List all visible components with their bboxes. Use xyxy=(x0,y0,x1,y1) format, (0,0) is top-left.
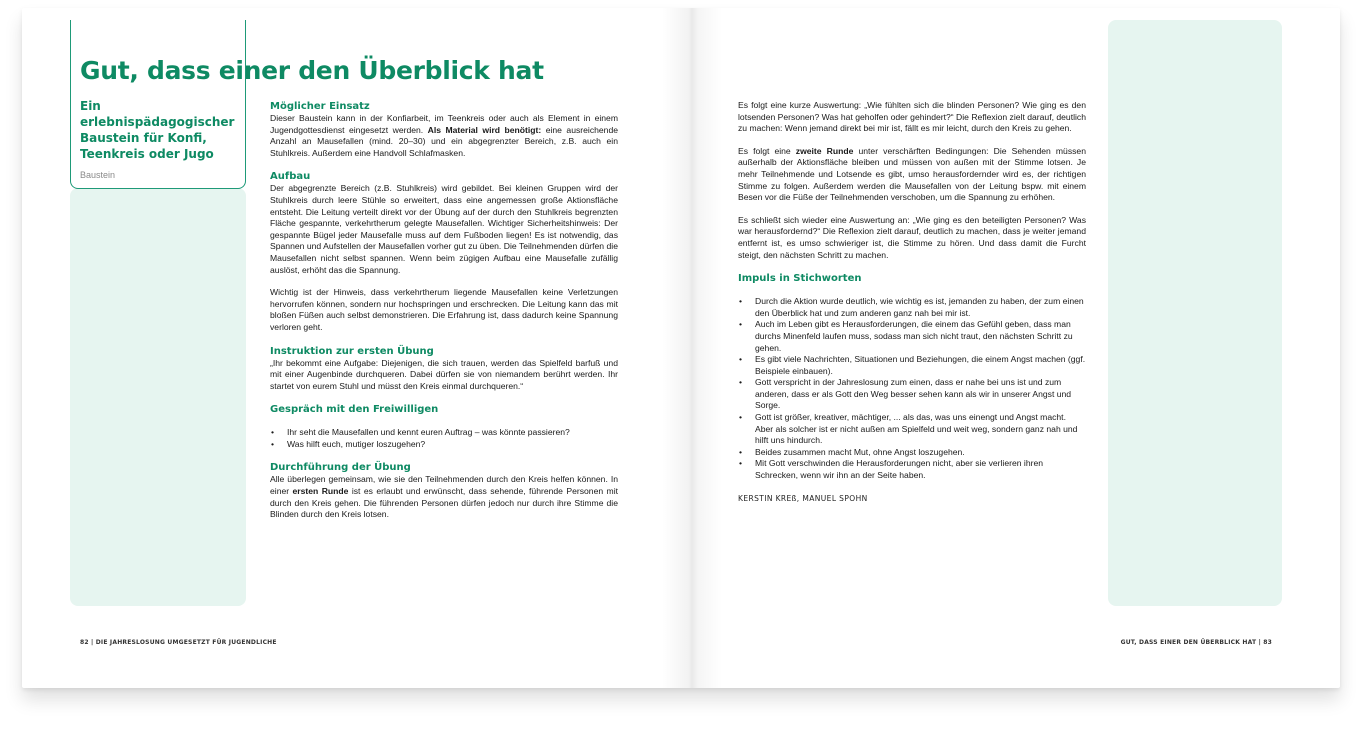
list-item: • Beides zusammen macht Mut, ohne Angst loszugehen. xyxy=(738,447,1086,459)
left-text-column xyxy=(270,100,618,521)
heading-aufbau: Aufbau xyxy=(270,171,311,183)
aufbau-paragraph-1: Der abgegrenzte Bereich (z.B. Stuhlkreis) wird gebildet. Bei kleinen Gruppen wird der Stuhlkreis durch leere Stühle so erweitert, dass eine angemessen große Aktionsfläche entsteht. Die Leitung verteilt direkt vor der Übung auf der durch den Stuhlkreis begrenzten Fläche gespannte, verkehrtherum gelegte Mausefallen. Wichtiger Sicherheitshinweis: Der gespannte Bügel jeder Mausefalle muss auf dem Fußboden liegen! Es ist notwendig, das Spannen und Aufstellen der Mausefallen vorher gut zu üben. Die Teilnehmenden dürfen die Mausefallen nicht selbst spannen. Wenn beim zügigen Aufbau eine Mausefalle zufällig auslöst, erhöht das die Spannung. xyxy=(270,183,618,275)
right-mint-panel xyxy=(1108,20,1282,606)
authors: KERSTIN KREß, MANUEL SPOHN xyxy=(738,493,868,503)
article-subtitle: Ein erlebnispädagogischer Baustein für Konfi, Teenkreis oder Jugo xyxy=(80,99,235,161)
list-item: • Mit Gott verschwinden die Herausforderungen nicht, aber sie verlieren ihren Schrecken, wenn wir ihn an der Seite haben. xyxy=(738,458,1086,481)
list-item: • Es gibt viele Nachrichten, Situationen und Beziehungen, die einem Angst machen (ggf. Beispiele einbauen). xyxy=(738,354,1086,377)
gespraech-list xyxy=(270,427,618,450)
zweite-runde-paragraph: Es folgt eine zweite Runde unter verschärften Bedingungen: Die Sehenden müssen außerhalb der Aktionsfläche bleiben und müssen von außen mit der Stimme lotsen. Je mehr Teilnehmende und Lotsende es gibt, umso herausfordernder wird es, der richtigen Stimme zu folgen. Außerdem werden die Mausefallen von der Leitung bspw. mit einem Besen vor die Füße der Teilnehmenden verschoben, um die Spannung zu erhöhen. xyxy=(738,145,1086,203)
heading-impulse: Impuls in Stichworten xyxy=(738,273,862,285)
heading-instruktion: Instruktion zur ersten Übung xyxy=(270,345,434,357)
list-item: • Was hilft euch, mutiger loszugehen? xyxy=(270,439,618,451)
right-text-column xyxy=(738,100,1086,504)
footer-right: GUT, DASS EINER DEN ÜBERBLICK HAT | 83 xyxy=(1120,639,1272,646)
heading-gespraech: Gespräch mit den Freiwilligen xyxy=(270,404,439,416)
article-title: Gut, dass einer den Überblick hat xyxy=(80,56,544,85)
list-item: • Ihr seht die Mausefallen und kennt euren Auftrag – was könnte passieren? xyxy=(270,427,618,439)
list-item: • Gott ist größer, kreativer, mächtiger, ... als das, was uns einengt und Angst macht. Aber als solcher ist er nicht außen am Spielfeld und weit weg, sondern ganz nah und hilft uns hindurch. xyxy=(738,412,1086,447)
heading-einsatz: Möglicher Einsatz xyxy=(270,101,370,112)
aufbau-paragraph-2: Wichtig ist der Hinweis, dass verkehrtherum liegende Mausefallen keine Verletzungen hervorrufen können, sondern nur hochspringen und erschrecken. Die Leitung kann das mit bloßen Füßen auch selbst demonstrieren. Die Erfahrung ist, dass dadurch keine Spannung verloren geht. xyxy=(270,287,618,332)
durchfuehrung-text: Alle überlegen gemeinsam, wie sie den Teilnehmenden durch den Kreis helfen können. In einer ersten Runde ist es erlaubt und erwünscht, dass sehende, führende Personen mit durch den Kreis gehen. Die führenden Personen dürfen jedoch nur durch ihre Stimme die Blinden durch den Kreis lotsen. xyxy=(270,474,618,520)
instruktion-text: „Ihr bekommt eine Aufgabe: Diejenigen, die sich trauen, werden das Spielfeld barfuß und mit einer Augenbinde durchqueren. Dabei dürfen sie von niemandem berührt werden. Ihr startet von eurem Stuhl und müsst den Kreis einmal durchqueren.“ xyxy=(270,357,618,391)
list-item: • Auch im Leben gibt es Herausforderungen, die einem das Gefühl geben, dass man durchs Minenfeld laufen muss, sodass man sich nicht traut, den nächsten Schritt zu gehen. xyxy=(738,319,1086,354)
auswertung-paragraph-2: Es schließt sich wieder eine Auswertung an: „Wie ging es den beteiligten Personen? Was war herausfordernd?“ Die Reflexion zielt darauf, deutlich zu machen, dass je weiter jemand entfernt ist, es umso schwieriger ist, die Stimme zu hören. Und dass damit die Furcht steigt, den nächsten Schritt zu machen. xyxy=(738,214,1086,260)
heading-durchfuehrung: Durchführung der Übung xyxy=(270,462,411,474)
list-item: • Gott verspricht in der Jahreslosung zum einen, dass er nahe bei uns ist und zum anderen, dass er als Gott den Weg besser sehen kann als wir in unserer Angst und Sorge. xyxy=(738,377,1086,412)
material-label: Als Material wird benötigt: xyxy=(427,124,542,135)
list-item: • Durch die Aktion wurde deutlich, wie wichtig es ist, jemanden zu haben, der zum einen den Überblick hat und zum anderen ganz nah bei mir ist. xyxy=(738,296,1086,319)
book-gutter xyxy=(662,8,722,688)
left-mint-panel xyxy=(70,188,246,606)
einsatz-text: Dieser Baustein kann in der Konfiarbeit, im Teenkreis oder auch als Element in einem Jugendgottesdienst eingesetzt werden. Als Material wird benötigt: eine ausreichende Anzahl an Mausefallen (mind. 20–30) und ein abgegrenzter Bereich, z.B. auch ein Stuhlkreis. Außerdem eine Handvoll Schlafmasken. xyxy=(270,113,619,158)
impulse-list xyxy=(738,296,1086,482)
auswertung-paragraph-1: Es folgt eine kurze Auswertung: „Wie fühlten sich die blinden Personen? Wie ging es den lotsenden Personen? Was hat geholfen oder gehindert?“ Die Reflexion zielt darauf, deutlich zu machen: Wenn jemand direkt bei mir ist, fällt es mir leicht, durch den Kreis zu gehen. xyxy=(738,100,1086,134)
footer-left: 82 | DIE JAHRESLOSUNG UMGESETZT FÜR JUGENDLICHE xyxy=(80,639,277,646)
article-category: Baustein xyxy=(80,170,116,180)
